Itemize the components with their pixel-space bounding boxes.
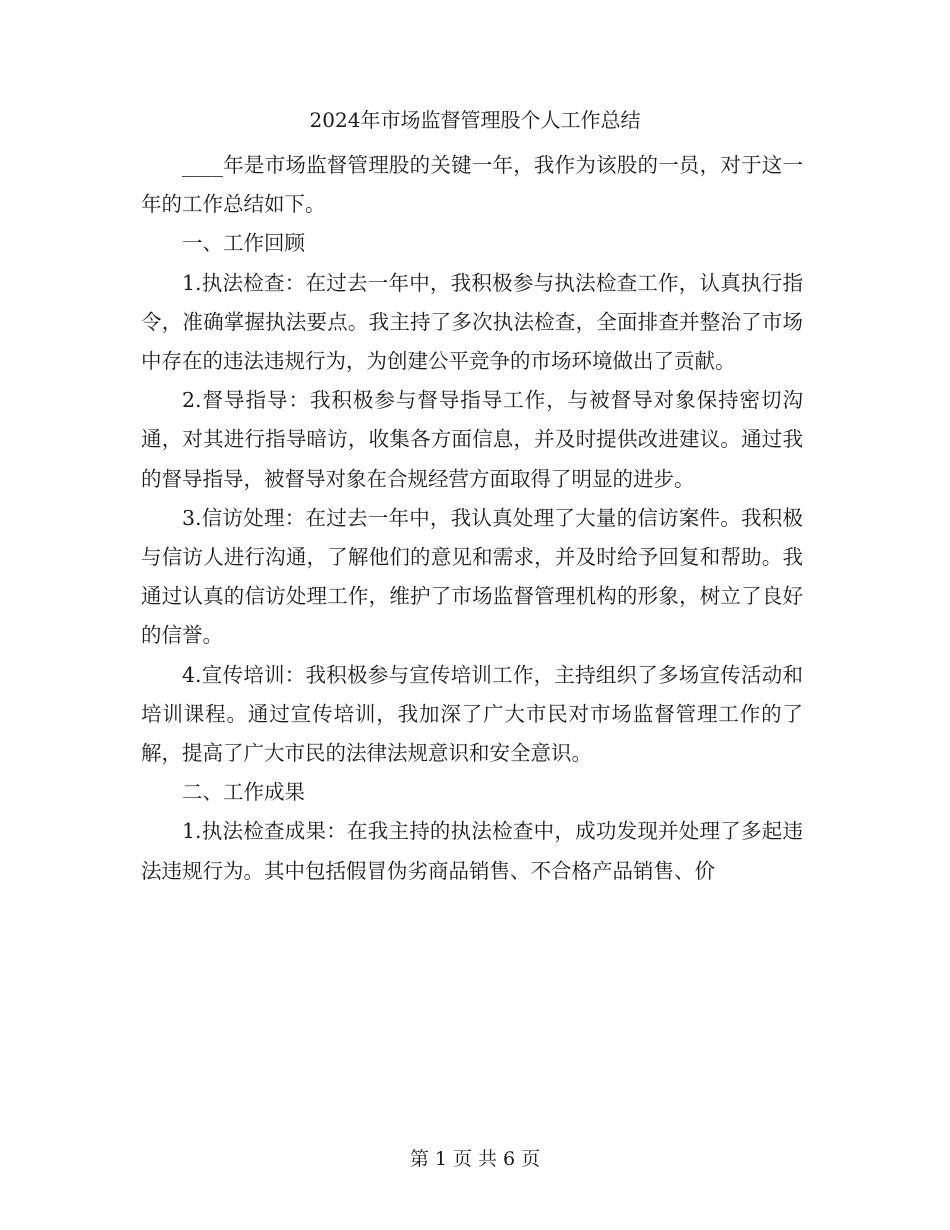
paragraph-petition: 3.信访处理：在过去一年中，我认真处理了大量的信访案件。我积极与信访人进行沟通，了解他们的意见和需求，并及时给予回复和帮助。我通过认真的信访处理工作，维护了市场监督管理机构的形象，树立了良好的信誉。 xyxy=(141,505,803,648)
paragraph-supervision: 2.督导指导：我积极参与督导指导工作，与被督导对象保持密切沟通，对其进行指导暗访，收集各方面信息，并及时提供改进建议。通过我的督导指导，被督导对象在合规经营方面取得了明显的进步。 xyxy=(141,388,803,491)
section-heading-review: 一、工作回顾 xyxy=(182,231,305,256)
intro-paragraph: ____年是市场监督管理股的关键一年，我作为该股的一员，对于这一年的工作总结如下。 xyxy=(141,153,803,217)
paragraph-enforcement-results: 1.执法检查成果：在我主持的执法检查中，成功发现并处理了多起违法违规行为。其中包括假冒伪劣商品销售、不合格产品销售、价 xyxy=(141,819,803,883)
paragraph-publicity-training: 4.宣传培训：我积极参与宣传培训工作，主持组织了多场宣传活动和培训课程。通过宣传培训，我加深了广大市民对市场监督管理工作的了解，提高了广大市民的法律法规意识和安全意识。 xyxy=(141,662,803,766)
page-number-footer: 第 1 页 共 6 页 xyxy=(409,1148,541,1170)
section-heading-results: 二、工作成果 xyxy=(182,780,305,805)
document-body xyxy=(141,146,803,891)
document-title: 2024年市场监督管理股个人工作总结 xyxy=(309,108,641,132)
paragraph-law-enforcement: 1.执法检查：在过去一年中，我积极参与执法检查工作，认真执行指令，准确掌握执法要点。我主持了多次执法检查，全面排查并整治了市场中存在的违法违规行为，为创建公平竞争的市场环境做出了贡献。 xyxy=(141,270,803,374)
